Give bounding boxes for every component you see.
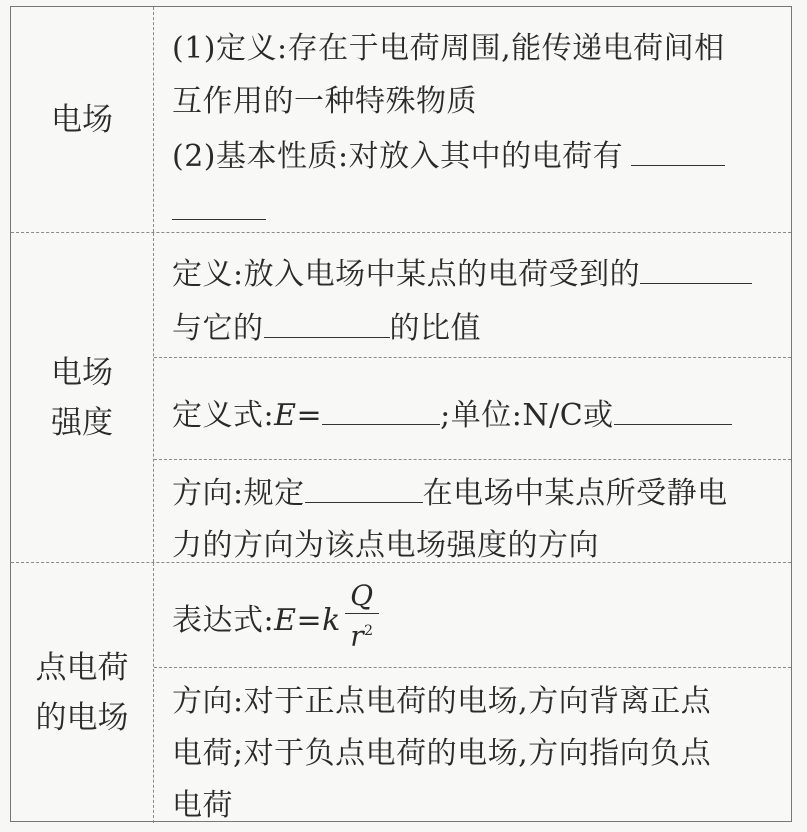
definition-line-2 <box>172 303 481 347</box>
property-line <box>172 131 725 175</box>
property-text: (2)基本性质:对放入其中的电荷有 <box>172 139 624 174</box>
fraction-bar <box>345 613 379 614</box>
label-point-charge-field <box>11 563 154 823</box>
definition-cell <box>154 233 791 357</box>
formula-eq: = <box>296 398 323 433</box>
expression-var: E <box>274 603 297 639</box>
definition-text: 的比值 <box>389 311 481 346</box>
coulomb-constant: k <box>322 603 341 639</box>
label-field-strength <box>11 233 154 562</box>
knowledge-table <box>10 6 792 822</box>
content-point-charge-field <box>154 563 791 823</box>
direction-line-1: 方向:对于正点电荷的电场,方向背离正点 <box>172 684 712 719</box>
expression-line <box>172 579 379 657</box>
fill-blank[interactable] <box>172 191 266 220</box>
formula-prefix: 定义式: <box>172 398 275 433</box>
formula-line <box>172 390 732 434</box>
definition-line-2: 互作用的一种特殊物质 <box>172 84 477 119</box>
direction-text: 方向:规定 <box>172 476 305 511</box>
denominator-var: r <box>350 619 365 653</box>
fill-blank[interactable] <box>614 396 732 425</box>
fill-blank[interactable] <box>264 309 390 338</box>
direction-line-3: 电荷 <box>172 788 233 823</box>
fill-blank[interactable] <box>305 474 423 503</box>
definition-line-1 <box>172 249 752 293</box>
row-field-strength <box>11 233 791 563</box>
direction-text: 在电场中某点所受静电 <box>422 476 728 511</box>
label-line: 点电荷 <box>35 650 129 686</box>
fraction <box>345 581 379 651</box>
expression-prefix: 表达式: <box>172 603 275 639</box>
label-line: 电场 <box>51 354 113 391</box>
label-electric-field <box>11 7 154 232</box>
direction-line-2: 电荷;对于负点电荷的电场,方向指向负点 <box>172 736 712 771</box>
fill-blank[interactable] <box>322 396 440 425</box>
expression-cell <box>154 563 791 667</box>
label-text: 电场 <box>51 101 113 138</box>
denominator-exponent: 2 <box>364 623 374 639</box>
direction-cell <box>154 667 791 823</box>
content-electric-field <box>154 7 791 232</box>
expression-eq: = <box>296 603 323 639</box>
property-line-2 <box>172 191 266 228</box>
definition-text: 与它的 <box>172 311 264 346</box>
direction-cell <box>154 459 791 563</box>
content-field-strength <box>154 233 791 562</box>
label-line: 强度 <box>51 404 113 441</box>
unit-text: ;单位:N/C或 <box>440 398 614 433</box>
fraction-numerator: Q <box>350 579 374 612</box>
formula-cell <box>154 357 791 459</box>
row-point-charge-field <box>11 563 791 823</box>
fraction-denominator <box>345 616 379 651</box>
direction-line-1 <box>172 468 728 512</box>
direction-line-2: 力的方向为该点电场强度的方向 <box>172 528 599 563</box>
label-line: 的电场 <box>35 700 129 736</box>
row-electric-field <box>11 7 791 233</box>
formula-var: E <box>274 398 297 433</box>
fill-blank[interactable] <box>640 255 752 284</box>
definition-text: 定义:放入电场中某点的电荷受到的 <box>172 257 641 292</box>
definition-line-1: (1)定义:存在于电荷周围,能传递电荷间相 <box>172 31 725 66</box>
fill-blank[interactable] <box>631 137 725 166</box>
